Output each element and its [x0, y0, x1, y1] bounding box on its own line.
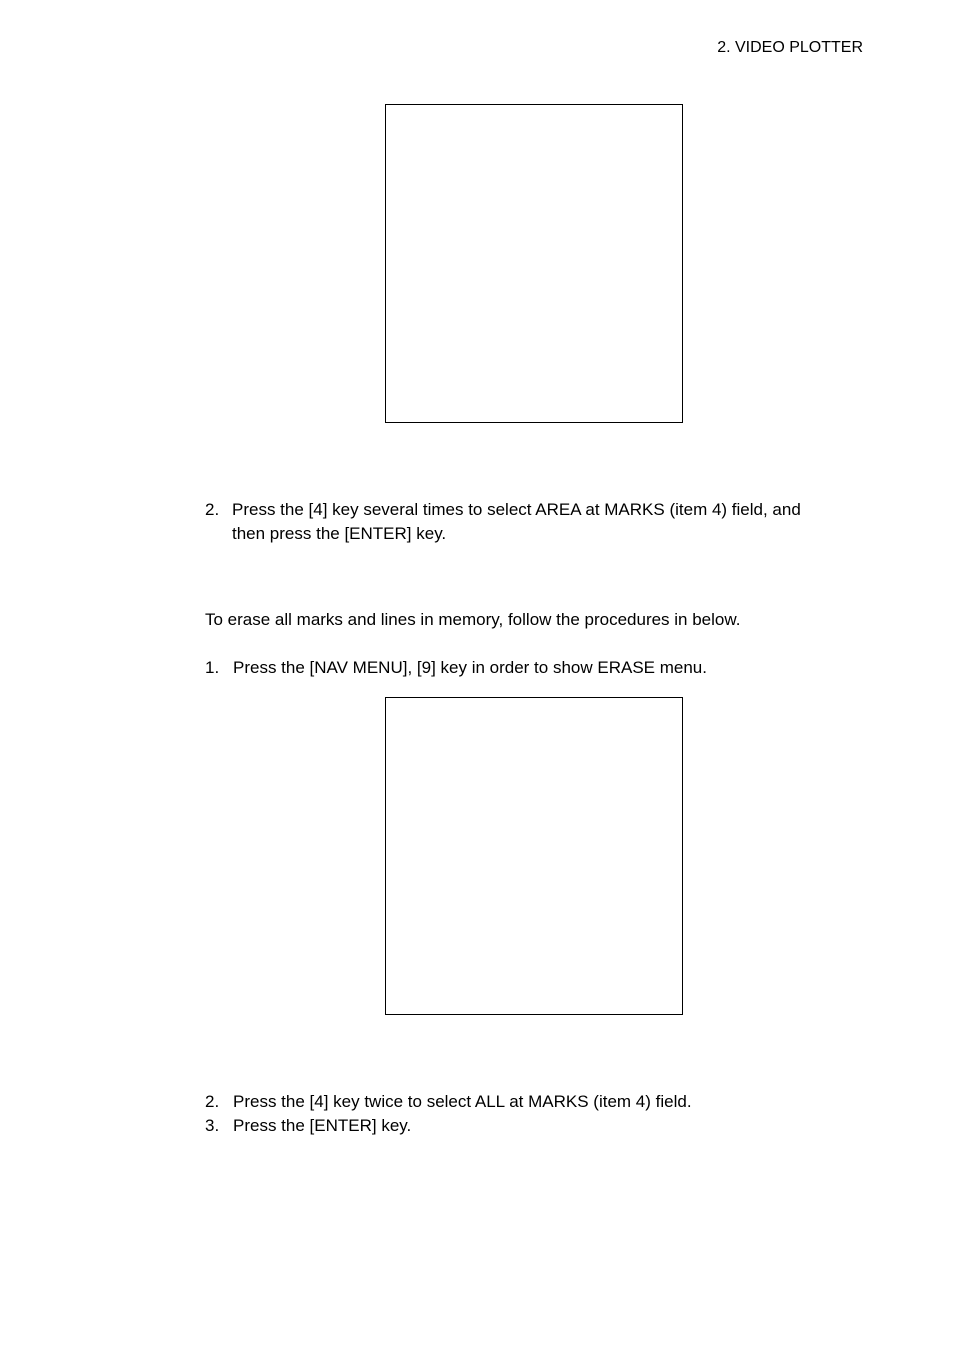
step-number: 1. [205, 658, 220, 677]
step-all-2 [205, 1090, 865, 1114]
step-number: 2. [205, 500, 220, 519]
erase-menu-figure-area [385, 104, 683, 423]
intro-paragraph: To erase all marks and lines in memory, follow the procedures in below. [205, 610, 741, 629]
step-all-1 [205, 656, 865, 680]
step-area-2 [205, 498, 865, 546]
step-number: 3. [205, 1116, 220, 1135]
step-text: Press the [NAV MENU], [9] key in order to show ERASE menu. [233, 658, 707, 677]
step-text: Press the [ENTER] key. [233, 1116, 412, 1135]
step-text-line1: Press the [4] key several times to select AREA at MARKS (item 4) field, and [232, 500, 801, 519]
step-number: 2. [205, 1092, 220, 1111]
step-text: Press the [4] key twice to select ALL at MARKS (item 4) field. [233, 1092, 692, 1111]
erase-menu-figure-all [385, 697, 683, 1015]
step-all-3 [205, 1114, 865, 1138]
chapter-header: 2. VIDEO PLOTTER [717, 39, 863, 56]
step-text-line2: then press the [ENTER] key. [232, 524, 447, 543]
